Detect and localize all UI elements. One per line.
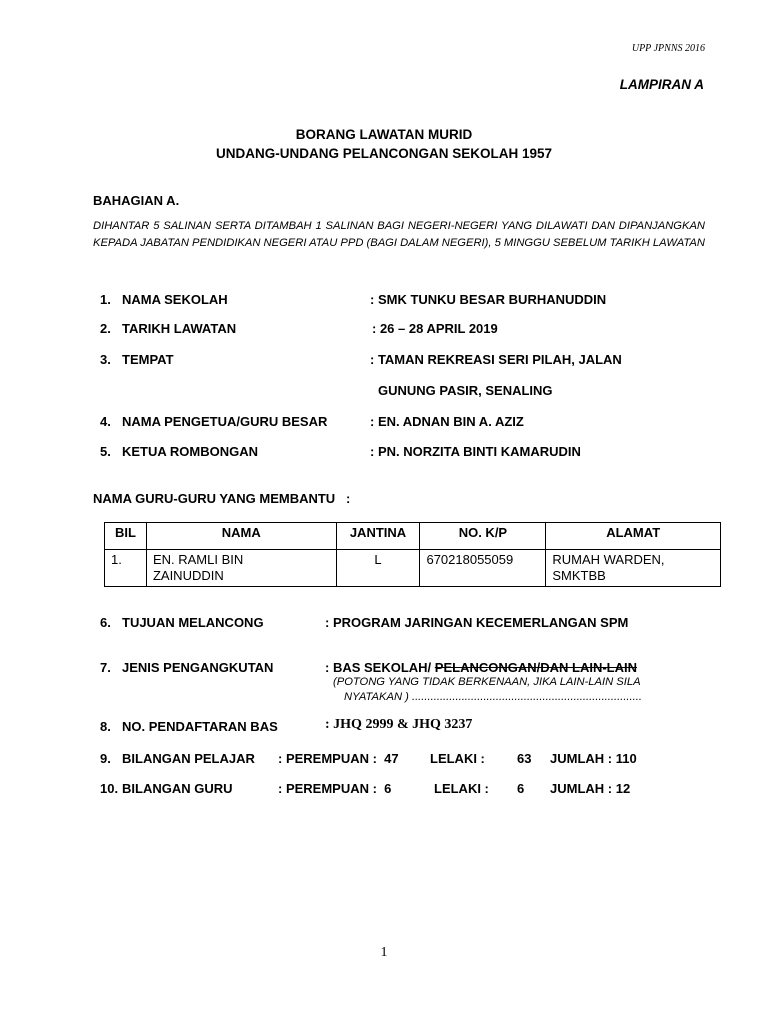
item-7-struck-options: PELANCONGAN/DAN LAIN-LAIN [434,660,638,675]
page-number: 1 [380,945,388,960]
item-1-num: 1. [100,292,111,307]
column-header-nokp: NO. K/P [420,523,546,550]
item-7-num: 7. [100,660,111,675]
item-4-value: : EN. ADNAN BIN A. AZIZ [370,414,524,429]
instruction-text: DIHANTAR 5 SALINAN SERTA DITAMBAH 1 SALINAN BAGI NEGERI-NEGERI YANG DILAWATI DAN DIPANJANGKAN KEPADA JABATAN PENDIDIKAN NEGERI ATAU PPD (BAGI DALAM NEGERI), 5 MINGGU SEBELUM TARIKH LAWATAN [93,220,705,249]
table-header-row [105,523,721,550]
item-7-label: JENIS PENGANGKUTAN [122,660,274,675]
item-5-num: 5. [100,444,111,459]
item-4-label: NAMA PENGETUA/GURU BESAR [122,414,328,429]
item-5-label: KETUA ROMBONGAN [122,444,259,459]
column-header-jantina: JANTINA [336,523,420,550]
cell-bil: 1. [105,550,147,587]
item-10-male: 6 [517,781,525,796]
cell-alamat [546,550,721,587]
item-7-note-line2: NYATAKAN ) .......................................................................... [344,691,642,703]
item-9-male: 63 [517,751,532,766]
item-9-male-label: LELAKI : [430,751,485,766]
item-10-num: 10. [100,781,119,796]
item-8-value: : JHQ 2999 & JHQ 3237 [325,717,473,732]
cell-nama-line1: EN. RAMLI BIN [152,552,244,567]
item-4-num: 4. [100,414,111,429]
item-8-label: NO. PENDAFTARAN BAS [122,719,278,734]
header-note: UPP JPNNS 2016 [631,43,705,54]
form-title: BORANG LAWATAN MURID [295,127,473,142]
section-heading: BAHAGIAN A. [93,193,180,208]
item-1-value: : SMK TUNKU BESAR BURHANUDDIN [370,292,607,307]
item-2-value: : 26 – 28 APRIL 2019 [372,321,498,336]
cell-nama [146,550,336,587]
item-2-num: 2. [100,321,111,336]
item-9-label: BILANGAN PELAJAR [122,751,255,766]
item-8-num: 8. [100,719,111,734]
item-2-label: TARIKH LAWATAN [122,321,237,336]
item-9-total: JUMLAH : 110 [550,751,637,766]
item-9-num: 9. [100,751,111,766]
item-6-num: 6. [100,615,111,630]
item-7-selected: : BAS SEKOLAH/ [325,660,435,675]
item-3-value: : TAMAN REKREASI SERI PILAH, JALAN [370,352,622,367]
form-subtitle: UNDANG-UNDANG PELANCONGAN SEKOLAH 1957 [215,146,553,161]
item-3-label: TEMPAT [122,352,174,367]
item-10-male-label: LELAKI : [434,781,489,796]
item-3-num: 3. [100,352,111,367]
item-6-value: : PROGRAM JARINGAN KECEMERLANGAN SPM [325,615,629,630]
cell-alamat-line2: SMKTBB [552,568,606,583]
item-10-total: JUMLAH : 12 [550,781,631,796]
item-5-value: : PN. NORZITA BINTI KAMARUDIN [370,444,581,459]
item-6-label: TUJUAN MELANCONG [122,615,264,630]
item-10-female: : PEREMPUAN : 6 [278,781,392,796]
column-header-alamat: ALAMAT [546,523,721,550]
column-header-bil: BIL [105,523,147,550]
attachment-label: LAMPIRAN A [619,77,704,92]
item-10-label: BILANGAN GURU [122,781,233,796]
item-7-value [325,660,637,675]
table-row [105,550,721,587]
teachers-table [104,522,721,587]
cell-jantina: L [336,550,420,587]
item-7-note-line1: (POTONG YANG TIDAK BERKENAAN, JIKA LAIN-LAIN SILA [333,676,641,688]
teachers-heading: NAMA GURU-GURU YANG MEMBANTU : [93,491,351,506]
cell-alamat-line1: RUMAH WARDEN, [552,552,665,567]
item-1-label: NAMA SEKOLAH [122,292,228,307]
item-9-female: : PEREMPUAN : 47 [278,751,399,766]
item-3-value-continued: GUNUNG PASIR, SENALING [378,383,553,398]
cell-nokp: 670218055059 [420,550,546,587]
cell-nama-line2: ZAINUDDIN [152,568,224,583]
column-header-nama: NAMA [146,523,336,550]
